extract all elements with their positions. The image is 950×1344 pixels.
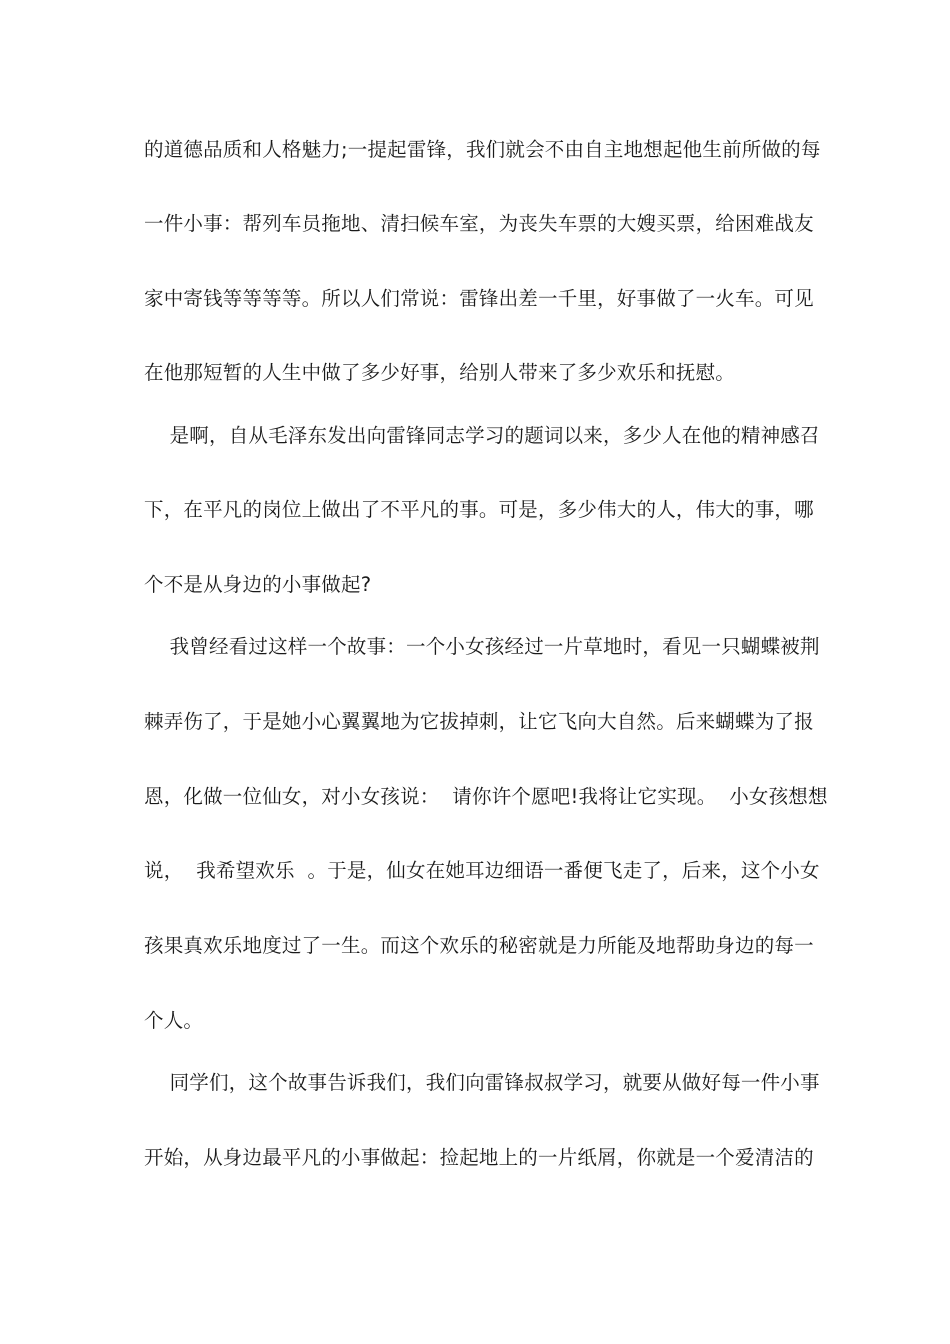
text-line: 家中寄钱等等等等。所以人们常说：雷锋出差一千里，好事做了一火车。可见	[144, 287, 814, 310]
text-line: 恩，化做一位仙女，对小女孩说： 请你许个愿吧!我将让它实现。 小女孩想想	[144, 785, 828, 808]
text-line: 在他那短暂的人生中做了多少好事，给别人带来了多少欢乐和抚慰。	[144, 361, 736, 384]
text-line: 说， 我希望欢乐 。于是，仙女在她耳边细语一番便飞走了，后来，这个小女	[144, 859, 820, 882]
text-line: 孩果真欢乐地度过了一生。而这个欢乐的秘密就是力所能及地帮助身边的每一	[144, 934, 814, 957]
text-line: 我曾经看过这样一个故事：一个小女孩经过一片草地时，看见一只蝴蝶被荆	[144, 635, 820, 658]
text-line: 是啊，自从毛泽东发出向雷锋同志学习的题词以来，多少人在他的精神感召	[144, 424, 820, 447]
text-line: 个人。	[144, 1009, 204, 1032]
text-line: 个不是从身边的小事做起?	[144, 573, 372, 596]
text-line: 一件小事：帮列车员拖地、清扫候车室，为丧失车票的大嫂买票，给困难战友	[144, 212, 814, 235]
text-line: 同学们，这个故事告诉我们，我们向雷锋叔叔学习，就要从做好每一件小事	[144, 1071, 820, 1094]
text-line: 的道德品质和人格魅力;一提起雷锋，我们就会不由自主地想起他生前所做的每	[144, 138, 821, 161]
text-line: 棘弄伤了，于是她小心翼翼地为它拔掉刺，让它飞向大自然。后来蝴蝶为了报	[144, 710, 814, 733]
text-line: 开始，从身边最平凡的小事做起：捡起地上的一片纸屑，你就是一个爱清洁的	[144, 1146, 814, 1169]
text-line: 下，在平凡的岗位上做出了不平凡的事。可是，多少伟大的人，伟大的事，哪	[144, 498, 814, 521]
